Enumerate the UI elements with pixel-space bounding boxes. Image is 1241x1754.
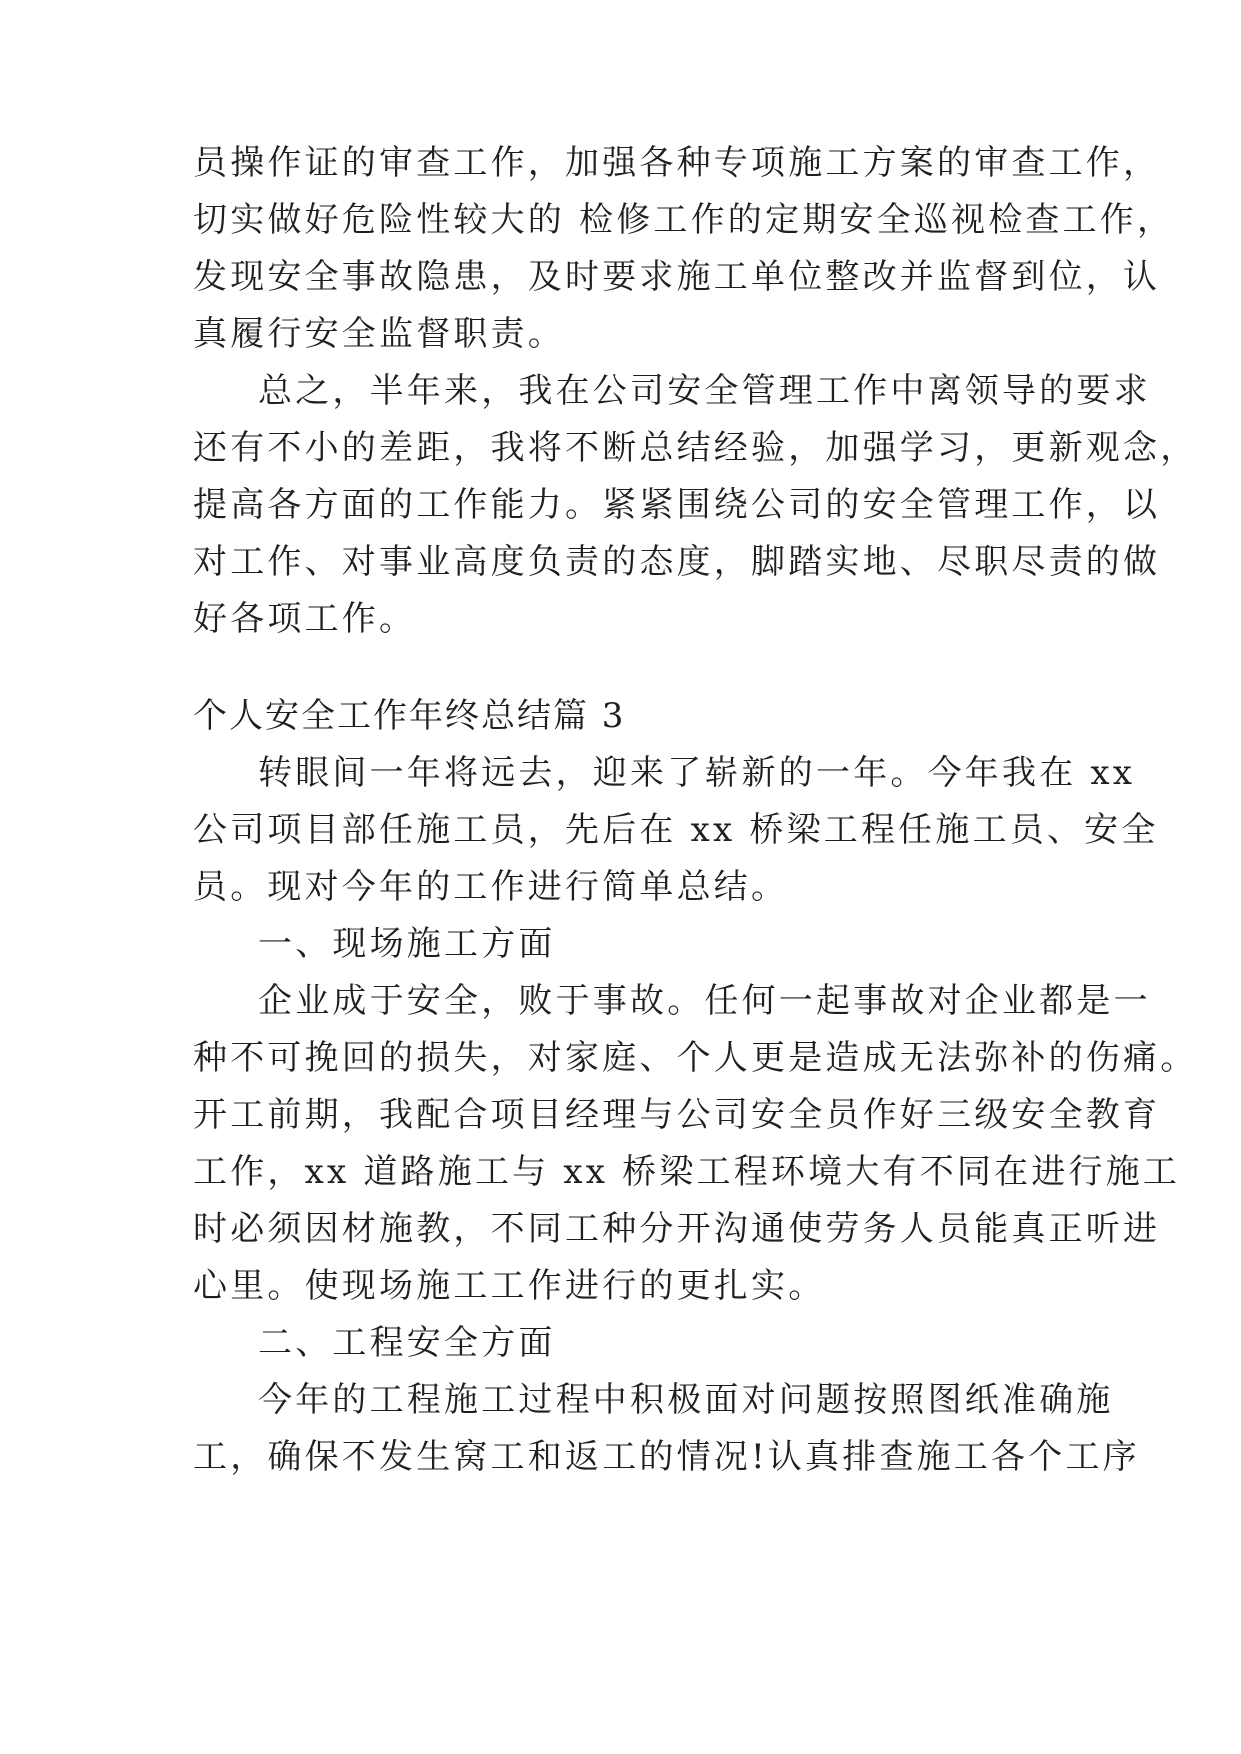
paragraph-1-line-3: 发现安全事故隐患，及时要求施工单位整改并监督到位，认 xyxy=(193,257,1161,297)
paragraph-1-line-2: 切实做好危险性较大的 检修工作的定期安全巡视检查工作， xyxy=(193,200,1175,240)
paragraph-5-line-2: 工，确保不发生窝工和返工的情况!认真排查施工各个工序 xyxy=(193,1437,1140,1477)
paragraph-1-line-4: 真履行安全监督职责。 xyxy=(193,314,565,354)
paragraph-2-line-4: 对工作、对事业高度负责的态度，脚踏实地、尽职尽责的做 xyxy=(193,542,1161,582)
paragraph-2-line-2: 还有不小的差距，我将不断总结经验，加强学习，更新观念， xyxy=(193,428,1198,468)
paragraph-3-line-1: 转眼间一年将远去，迎来了崭新的一年。今年我在 xx xyxy=(258,753,1136,793)
paragraph-4-line-5: 时必须因材施教，不同工种分开沟通使劳务人员能真正听进 xyxy=(193,1209,1161,1249)
paragraph-4-line-2: 种不可挽回的损失，对家庭、个人更是造成无法弥补的伤痛。 xyxy=(193,1038,1198,1078)
paragraph-4-line-6: 心里。使现场施工工作进行的更扎实。 xyxy=(193,1266,826,1306)
subheading-engineering-safety: 二、工程安全方面 xyxy=(258,1323,556,1363)
paragraph-2-line-1: 总之，半年来，我在公司安全管理工作中离领导的要求 xyxy=(258,371,1151,411)
paragraph-4-line-1: 企业成于安全，败于事故。任何一起事故对企业都是一 xyxy=(258,981,1151,1021)
paragraph-1-line-1: 员操作证的审查工作，加强各种专项施工方案的审查工作， xyxy=(193,143,1161,183)
paragraph-4-line-4: 工作，xx 道路施工与 xx 桥梁工程环境大有不同在进行施工 xyxy=(193,1152,1181,1192)
paragraph-5-line-1: 今年的工程施工过程中积极面对问题按照图纸准确施 xyxy=(258,1380,1114,1420)
section-title: 个人安全工作年终总结篇 3 xyxy=(193,696,626,736)
paragraph-4-line-3: 开工前期，我配合项目经理与公司安全员作好三级安全教育 xyxy=(193,1095,1161,1135)
paragraph-2-line-5: 好各项工作。 xyxy=(193,599,417,639)
paragraph-3-line-3: 员。现对今年的工作进行简单总结。 xyxy=(193,867,789,907)
paragraph-2-line-3: 提高各方面的工作能力。紧紧围绕公司的安全管理工作，以 xyxy=(193,485,1161,525)
subheading-site-construction: 一、现场施工方面 xyxy=(258,924,556,964)
paragraph-3-line-2: 公司项目部任施工员，先后在 xx 桥梁工程任施工员、安全 xyxy=(193,810,1159,850)
